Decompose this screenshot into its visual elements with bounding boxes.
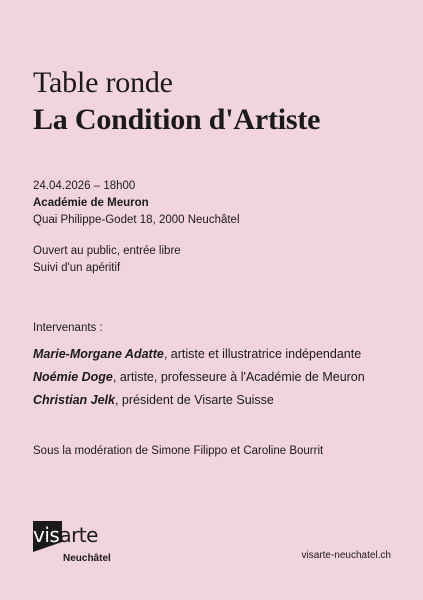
event-datetime: 24.04.2026 – 18h00 xyxy=(33,180,136,192)
logo-word-first: vis xyxy=(33,523,60,547)
speakers-heading: Intervenants : xyxy=(33,322,103,334)
access-line-aperitif: Suivi d'un apéritif xyxy=(33,262,121,274)
speaker-role: , artiste et illustratrice indépendante xyxy=(163,347,362,361)
visarte-logo xyxy=(33,521,133,581)
speaker-name: Marie-Morgane Adatte xyxy=(33,347,164,361)
logo-word-rest: arte xyxy=(59,523,98,547)
speakers-section xyxy=(33,320,365,415)
speaker-role: , artiste, professeure à l'Académie de Meuron xyxy=(112,370,365,384)
event-address: Quai Philippe-Godet 18, 2000 Neuchâtel xyxy=(33,214,240,226)
access-line-entry: Ouvert au public, entrée libre xyxy=(33,245,181,257)
page-title: La Condition d'Artiste xyxy=(33,103,321,136)
moderation-note: Sous la modération de Simone Filippo et Caroline Bourrit xyxy=(33,445,324,457)
speaker-item xyxy=(33,392,365,409)
logo-wordmark xyxy=(33,523,98,547)
speaker-role: , président de Visarte Suisse xyxy=(114,393,274,407)
website-link[interactable]: visarte-neuchatel.ch xyxy=(301,550,391,561)
speaker-name: Christian Jelk xyxy=(33,393,115,407)
logo-city: Neuchâtel xyxy=(63,553,111,564)
event-venue: Académie de Meuron xyxy=(33,197,149,209)
access-info xyxy=(33,243,181,277)
speaker-item xyxy=(33,346,365,363)
speaker-name: Noémie Doge xyxy=(33,370,113,384)
speaker-item xyxy=(33,369,365,386)
subtitle-table-ronde: Table ronde xyxy=(33,66,173,99)
event-details xyxy=(33,178,240,229)
